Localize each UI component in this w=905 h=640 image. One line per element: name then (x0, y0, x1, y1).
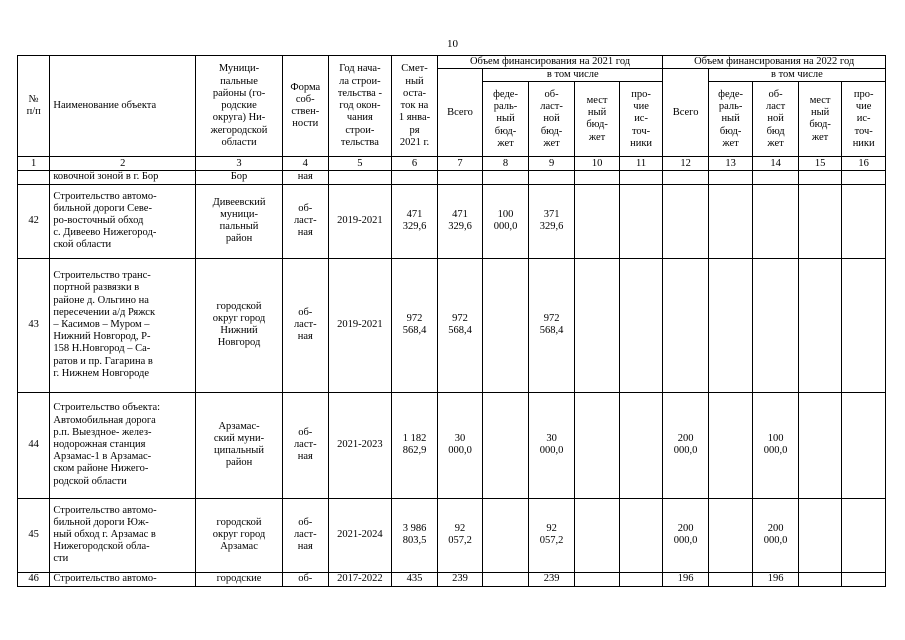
estimated-balance: 1 182 862,9 (392, 392, 438, 498)
federal-2022 (708, 392, 753, 498)
total-2021: 239 (437, 572, 483, 586)
header-regional-2021: об- ласт- ной бюд- жет (528, 82, 575, 157)
header-district: Муници- пальные районы (го- родские округа) Ни- жегородской области (196, 56, 283, 157)
federal-2021 (483, 392, 529, 498)
row-num: 43 (18, 258, 50, 392)
column-number: 5 (328, 157, 392, 171)
row-num (18, 171, 50, 184)
regional-2022: 196 (753, 572, 799, 586)
column-number: 8 (483, 157, 529, 171)
construction-years: 2019-2021 (328, 258, 392, 392)
header-balance: Смет- ный оста- ток на 1 янва- ря 2021 г. (392, 56, 438, 157)
table-row (18, 258, 886, 392)
continuation-row (18, 171, 886, 184)
table-row (18, 498, 886, 572)
district: городские (196, 572, 283, 586)
other-2021 (619, 498, 663, 572)
federal-2022 (708, 498, 753, 572)
header-total-2021: Всего (437, 69, 483, 157)
other-2022 (842, 392, 886, 498)
column-number: 2 (50, 157, 196, 171)
header-local-2022: мест ный бюд- жет (798, 82, 841, 157)
other-2021 (619, 258, 663, 392)
total-2022: 200 000,0 (663, 392, 709, 498)
ownership: об- ласт- ная (283, 392, 329, 498)
header-total-2022: Всего (663, 69, 709, 157)
construction-years: 2021-2024 (328, 498, 392, 572)
column-number: 13 (708, 157, 753, 171)
federal-2022 (708, 258, 753, 392)
total-2021: 471 329,6 (437, 184, 483, 258)
regional-2021: 239 (528, 572, 575, 586)
column-number: 6 (392, 157, 438, 171)
column-number: 11 (619, 157, 663, 171)
total-2022 (663, 258, 709, 392)
header-local-2021: мест ный бюд- жет (575, 82, 620, 157)
object-name: Строительство транс- портной развязки в районе д. Ольгино на пересечении а/д Ряжск – Касимов – Муром – Нижний Новгород, Р- 158 Н.Новгород – Са- ратов и пр. Гагарина в г. Нижнем Новгороде (50, 258, 196, 392)
header-num: № п/п (18, 56, 50, 157)
estimated-balance: 471 329,6 (392, 184, 438, 258)
header-other-2022: про- чие ис- точ- ники (842, 82, 886, 157)
header-regional-2022: об- ласт ной бюд жет (753, 82, 799, 157)
header-federal-2022: феде- раль- ный бюд- жет (708, 82, 753, 157)
column-number-row (18, 157, 886, 171)
local-2022 (798, 498, 841, 572)
local-2022 (798, 572, 841, 586)
regional-2022: 100 000,0 (753, 392, 799, 498)
local-2021 (575, 498, 620, 572)
construction-years: 2017-2022 (328, 572, 392, 586)
ownership: об- (283, 572, 329, 586)
total-2021: 92 057,2 (437, 498, 483, 572)
district: городской округ город Нижний Новгород (196, 258, 283, 392)
row-num: 45 (18, 498, 50, 572)
federal-2021 (483, 572, 529, 586)
local-2022 (798, 258, 841, 392)
column-number: 4 (283, 157, 329, 171)
object-name: Строительство автомо- бильной дороги Севе- ро-восточный обход с. Дивеево Нижегород- ской области (50, 184, 196, 258)
page-number: 10 (447, 38, 458, 50)
other-2021 (619, 572, 663, 586)
district: Арзамас- ский муни- ципальный район (196, 392, 283, 498)
other-2021 (619, 184, 663, 258)
header-name: Наименование объекта (50, 56, 196, 157)
ownership: об- ласт- ная (283, 498, 329, 572)
header-including-2022: в том числе (708, 69, 885, 82)
regional-2021: 972 568,4 (528, 258, 575, 392)
local-2022 (798, 184, 841, 258)
object-name: Строительство автомо- (50, 572, 196, 586)
regional-2021: 371 329,6 (528, 184, 575, 258)
local-2021 (575, 184, 620, 258)
other-2022 (842, 258, 886, 392)
row-num: 46 (18, 572, 50, 586)
regional-2022: 200 000,0 (753, 498, 799, 572)
row-num: 42 (18, 184, 50, 258)
total-2021: 972 568,4 (437, 258, 483, 392)
other-2022 (842, 572, 886, 586)
header-ownership: Форма соб- ствен- ности (283, 56, 329, 157)
total-2022: 200 000,0 (663, 498, 709, 572)
local-2021 (575, 258, 620, 392)
federal-2021: 100 000,0 (483, 184, 529, 258)
federal-2021 (483, 498, 529, 572)
table-row (18, 572, 886, 586)
column-number: 16 (842, 157, 886, 171)
regional-2022 (753, 258, 799, 392)
other-2022 (842, 184, 886, 258)
other-2022 (842, 498, 886, 572)
federal-2021 (483, 258, 529, 392)
table-row (18, 184, 886, 258)
district: Дивеевский муници- пальный район (196, 184, 283, 258)
header-row-1 (18, 56, 886, 69)
object-name: Строительство автомо- бильной дороги Юж- ный обход г. Арзамас в Нижегородской обла- сти (50, 498, 196, 572)
column-number: 1 (18, 157, 50, 171)
column-number: 3 (196, 157, 283, 171)
total-2022: 196 (663, 572, 709, 586)
estimated-balance: 3 986 803,5 (392, 498, 438, 572)
table-row (18, 392, 886, 498)
header-including-2021: в том числе (483, 69, 663, 82)
column-number: 9 (528, 157, 575, 171)
other-2021 (619, 392, 663, 498)
local-2021 (575, 572, 620, 586)
column-number: 12 (663, 157, 709, 171)
federal-2022 (708, 184, 753, 258)
object-name: ковочной зоной в г. Бор (50, 171, 196, 184)
estimated-balance: 972 568,4 (392, 258, 438, 392)
local-2021 (575, 392, 620, 498)
regional-2021: 92 057,2 (528, 498, 575, 572)
financing-table (17, 55, 886, 587)
local-2022 (798, 392, 841, 498)
district: городской округ город Арзамас (196, 498, 283, 572)
construction-years: 2021-2023 (328, 392, 392, 498)
regional-2021: 30 000,0 (528, 392, 575, 498)
construction-years: 2019-2021 (328, 184, 392, 258)
header-years: Год нача- ла строи- тельства - год окон- чания строи- тельства (328, 56, 392, 157)
header-other-2021: про- чие ис- точ- ники (619, 82, 663, 157)
column-number: 15 (798, 157, 841, 171)
header-financing-2022: Объем финансирования на 2022 год (663, 56, 886, 69)
object-name: Строительство объекта: Автомобильная дорога р.п. Выездное- желез- нодорожная станция Арзамас-1 в Арзамас- ском районе Нижего- родской области (50, 392, 196, 498)
ownership: ная (283, 171, 329, 184)
federal-2022 (708, 572, 753, 586)
regional-2022 (753, 184, 799, 258)
total-2021: 30 000,0 (437, 392, 483, 498)
column-number: 14 (753, 157, 799, 171)
estimated-balance: 435 (392, 572, 438, 586)
district: Бор (196, 171, 283, 184)
column-number: 10 (575, 157, 620, 171)
row-num: 44 (18, 392, 50, 498)
column-number: 7 (437, 157, 483, 171)
header-federal-2021: феде- раль- ный бюд- жет (483, 82, 529, 157)
total-2022 (663, 184, 709, 258)
ownership: об- ласт- ная (283, 184, 329, 258)
ownership: об- ласт- ная (283, 258, 329, 392)
header-financing-2021: Объем финансирования на 2021 год (437, 56, 663, 69)
